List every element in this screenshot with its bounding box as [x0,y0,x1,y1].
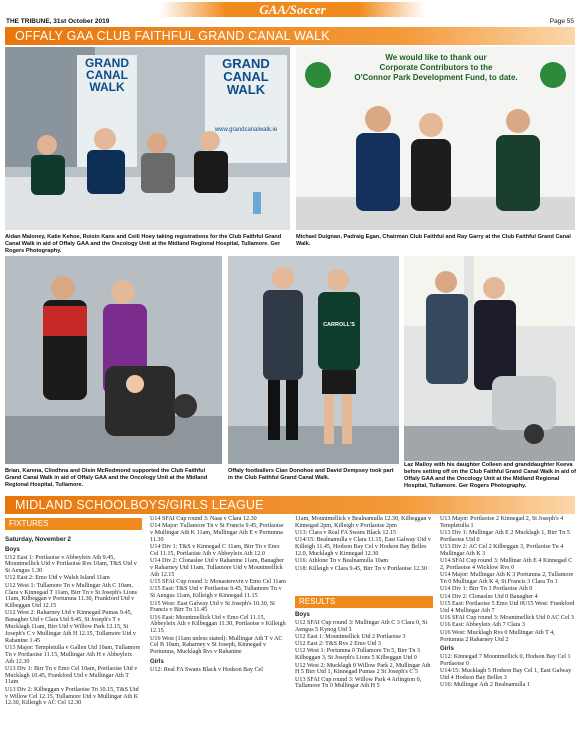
list-item: U12 West 1: Tullamore Tn v Mullingar Ath C 10am, Clara v Kinnegad T 11am, Birr Tn v St Joseph's Lions 11am, Kilbeggan v Portumna 11.30, Frankford Utd v Kilbeggan Utd 12.15 [5,582,138,610]
list-item: U12: Real FA Swans Black v Hodson Bay Cel [150,666,263,673]
board-line-3: O'Connor Park Development Fund, to date. [354,73,518,82]
list-item: U12 West 2: Mucklagh 0 Willow Park 2, Mullingar Ath H 5 Birr Utd 1, Kinnegad Pumas 2 St Joseph's C 5 [295,662,431,676]
list-item: U14 SFAI Cup round 3: Mullinar Ath E 4 Kinnegad C 2, Portlaoise 4 Wicklow Rvs 0 [440,558,573,572]
photo-corporate [296,47,575,230]
list-item: U13 Div 2: AC Cel 2 Kilbeggan 3, Portlaoise Tn 4 Mullingar Ath K 3 [440,544,564,557]
photo-malloy [404,256,575,461]
list-item: U13 Div 1: Birr Tn v Emo Cel 10am, Portlaoise Utd v Mucklagh 10.45, Frankford Utd v Mullingar Ath T 11am [5,665,138,686]
photo-footballers-art [228,256,399,464]
sign-left: GRAND CANAL WALK [85,56,129,94]
photo-mcredmond [5,256,222,464]
list-item: U16 East: Mountmellick Utd v Emo Cel 11.15, Abbeyleix Ath v Kilbeggan 11.30, Portlaoise v Killeigh 12.15 [150,614,286,635]
board-line-1: We would like to thank our [385,53,487,62]
caption-footballers: Offaly footballers Cian Donohoe and David Dempsey took part in the Club Faithful Grand Canal Walk. [228,468,394,481]
photo-footballers [228,256,399,464]
photo-malloy-art [404,256,575,461]
list-item: U18: Killeigh v Clara 9.45, Birr Tn v Portlaoise 12.30 [295,565,427,572]
list-item: U13: Clara v Real FA Swans Black 12.15 [295,530,397,537]
list-item: U16 East: Abbeyleix Ath 7 Clara 3 [440,622,525,629]
list-item: 11am, Mountmellick v Bealnamulla 12.30, Kilbeggan v Kinnegad 2pm, Killeigh v Portlaoise 2pm [295,516,432,529]
list-item: U14 Major: Mullingar Ath K 3 Portumna 2, Tullamore Tn 0 Mullingar Ath K 4, St Francis 3 Clara Tn 1 [440,572,574,586]
list-item: U14 Div 1: T&S v Kinnegad C 11am, Birr Tn v Emo Cel 11.15, Portlaoise Ath v Abbeyleix Ath 12.0 [150,544,280,557]
fixtures-date: Saturday, November 2 [5,536,72,543]
list-item: U13 Major: Portlaoise 2 Kinnegad 2, St Joseph's 4 Templetulla 1 [440,516,564,529]
list-item: U14/15: Bealnamulla v Clara 11.15, East Galway Utd v Killeigh 11.45, Hodson Bay Cel v Hodson Bay Belles 12.0, Mucklagh v Kinnegad 12.30 [295,537,431,557]
fixtures-col-3 [295,516,433,573]
results-col-4 [440,516,575,690]
list-item: U12 East 1: Portlaoise v Abbeyleix Ath 9.45, Mountmellick Utd v Portlaoise Rvs 10am, T&S Utd v St Aengus 1.30 [5,554,137,575]
page-header [0,0,580,25]
list-item: U13 SFAI Cup round 3: Willow Park 4 Arlington 0, Tullamore Tn 0 Mullingar Ath H 5 [295,676,422,690]
list-item: U14 Div 2: Clonaslee Utd v Rahanine 11am, Banagher v Raharney Utd 11am, Tullamore Utd v Mountmellick Ath 12.15 [150,558,284,578]
top-banner: OFFALY GAA CLUB FAITHFUL GRAND CANAL WALK [5,27,575,45]
caption-mcredmond: Brian, Karena, Cliodhna and Oisin McRedmond supported the Club Faithful Grand Canal Walk in aid of Offaly GAA and the Oncology Unit at the Midland Regional Hospital, Tullamore. [5,468,208,488]
list-item: U16 West: Mucklagh Rvs 0 Mullingar Ath T 4, Portumna 2 Raharney Utd 2 [440,629,555,643]
list-item: U12 East 2: Emo Utd v Walsh Island 11am [5,575,110,582]
list-item: U15 East: Portlaoise 5 Emo Utd 0U15 West: Frankford Utd 4 Mullingar Ath 7 [440,601,575,614]
section-tag: GAA/Soccer [160,2,425,17]
sign-right: GRAND CANAL WALK [222,56,270,97]
list-item: U15 East: T&S Utd v Portlaoise 9.45, Tullamore Tn v St Aengus 11am, Killeigh v Kinnegad 11.15 [150,586,282,600]
sign-url: www.grandcanalwalk.ie [214,127,278,133]
list-item: U15 West: East Galway Utd v St Joseph's 10.30, St Francis v Birr Tn 11.45 [150,600,275,614]
list-item: U14 Div 1: Birr Tn 3 Portlaoise Ath 0 [440,586,533,593]
list-item: U12 West 2: Raharney Utd v Kinnegad Pumas 9.45, Banagher Utd v Clara Utd 9.45, St Joseph's T v Mucklagh 11am, Birr Utd v Willow Park 12.15, St Joseph's C v Mullingar Ath H 12.15, Tullamore Utd v Rahanine 1.45 [5,610,136,644]
results-girls-label: Girls [440,645,454,653]
list-item: U12 West 1: Portumna 0 Tullamore Tn 5, Birr Tn 3 Kilbeggan 3, St Joseph's Lions 5 Kilbeggan Utd 0 [295,648,420,662]
list-item: U14 Div 2: Clonaslee Utd 0 Banagher 4 [440,593,538,600]
list-item: U16: Athlone Tn v Bealnamulla 10am [295,558,389,565]
list-item: U14/15: Mucklagh 5 Hodson Bay Cel 1, East Galway Utd 4 Hodson Bay Belles 3 [440,668,572,682]
results-boys-label: Boys [295,611,310,618]
list-item: U14 Major: Tullamore Tn v St Francis 9.45, Portlaoise v Mullingar Ath K 11am, Mullingar Ath E v Portumna 11.30 [150,523,284,543]
fixtures-col-2 [150,516,288,674]
fixtures-heading: FIXTURES [5,518,142,530]
caption-malloy: Laz Malloy with his daughter Colleen and granddaughter Keeva before setting off on the Club Faithful Grand Canal Walk in aid of Offaly GAA and the Oncology Unit at the Midland Regional Hospital, Tullamore. Ger Rogers Photography. [404,462,576,489]
list-item: U16 West (11am unless stated): Mullingar Ath T v AC Cel B 10am, Raharney v St Joseph, Kinnegad v Portumna, Mucklagh Rvs v Rahanine [150,635,283,656]
list-item: U13 Div 2: Kilbeggan v Portlaoise Tn 10.15, T&S Utd v Willow Cel 12.15, Tullamore Utd v Mullingar Ath K 12.30, Killeigh v AC Cel 12.30 [5,686,139,707]
fixtures-boys-label: Boys [5,545,20,553]
results-heading: RESULTS [295,596,433,608]
board-line-2: Corporate Contributors to the [379,63,493,72]
list-item: U12 East 2: T&S Rvs 2 Emo Utd 3 [295,641,381,648]
caption-corporate: Michael Duignan, Padraig Egan, Chairman Club Faithful and Ray Garry at the Club Faithful Grand Canal Walk. [296,234,571,247]
list-item: U12: Kinnegad 7 Mountmellick 0, Hodson Bay Cel 1 Portlaoise 0 [440,654,571,667]
list-item: U13 Div 1: Mullingar Ath E 2 Mucklagh 1, Birr Tn 5 Portlaoise Utd 0 [440,530,570,543]
results-col-3 [295,609,433,691]
fixtures-col-1 [5,534,142,708]
page-number: Page 55 [549,18,574,25]
fixtures-girls-label: Girls [150,657,164,665]
caption-registration: Aidan Maloney, Katie Kehoe, Roisin Kane and Ceili Hoey taking registrations for the Club Faithful Grand Canal Walk in aid of Offaly GAA and the Oncology Unit at the Midland Regional Hospital, Tullamore. Ger Rogers Photography. [5,234,282,254]
league-banner: MIDLAND SCHOOLBOYS/GIRLS LEAGUE [5,496,575,514]
issue-date: THE TRIBUNE, 31st October 2019 [6,18,110,25]
shirt-sponsor: CARROLL'S [323,322,355,328]
list-item: U15 SFAI Cup round 3: Monasterevin v Emo Cel 11am [150,579,286,586]
list-item: U12 East 1: Mountmellick Utd 2 Portlaoise 3 [295,633,406,640]
photo-registration [5,47,290,230]
list-item: U13 Major: Templetulla v Gallen Utd 10am, Tullamore Tn v Portlaoise 11.15, Mullingar Ath H v Abbeyleix Ath 12.30 [5,644,141,665]
list-item: U14 SFAI Cup round 3: Naas v Clara 12.30 [150,516,257,522]
list-item: U16 SFAI Cup round 3: Mountmellick Utd 0 AC Cel 3 [440,615,574,622]
list-item: U12 SFAI Cup round 3: Mullingar Ath C 3 Clara 0, St Aengus 5 Kynog Utd 3 [295,619,428,633]
list-item: U16: Mullingar Ath 2 Bealnamulla 1 [440,682,530,689]
photo-mcredmond-art [5,256,222,464]
